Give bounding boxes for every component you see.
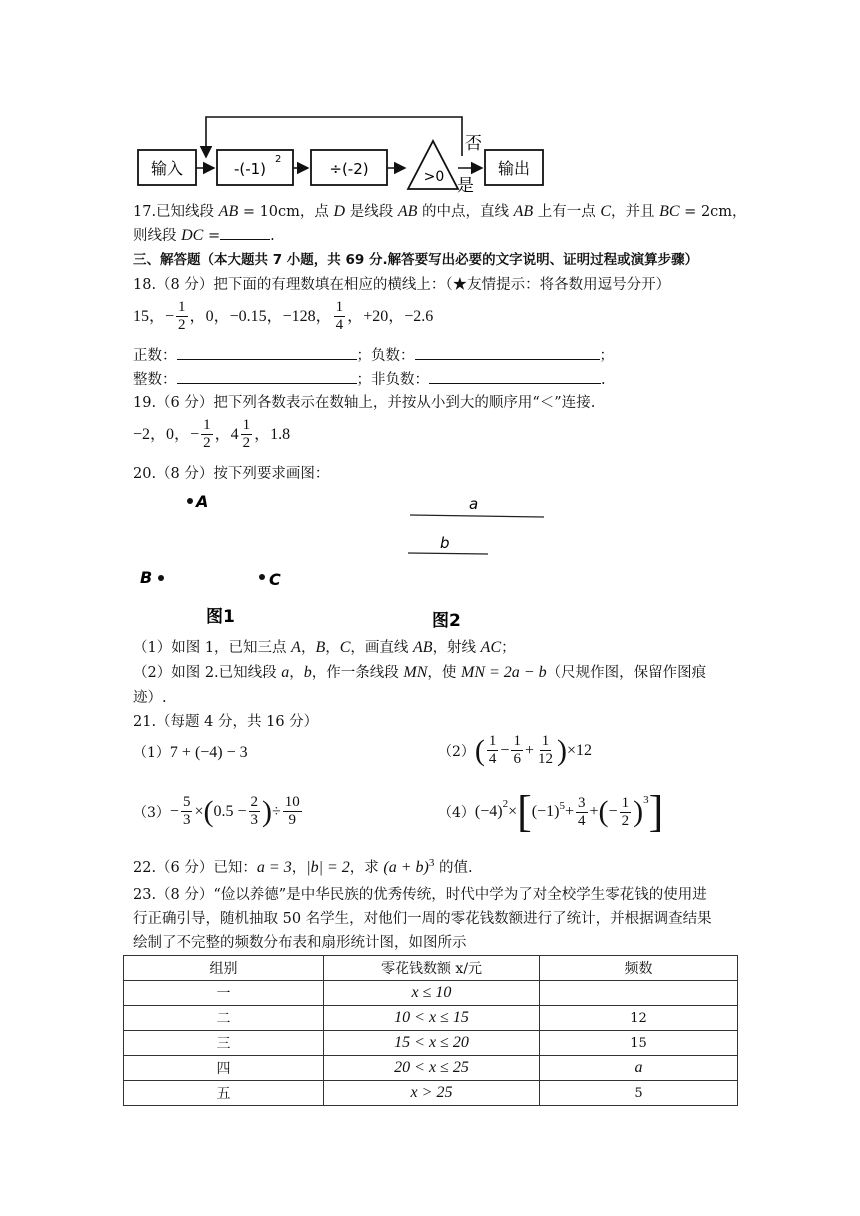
sep: ， — [289, 665, 304, 681]
q18-answer-row2 — [133, 368, 606, 389]
denominator: 4 — [578, 812, 586, 829]
flow-no-label: 否 — [465, 134, 482, 154]
sep: ， — [347, 306, 364, 325]
flow-output-label: 输出 — [497, 159, 531, 178]
answer-blank-integer[interactable] — [177, 369, 357, 384]
number: 1.8 — [270, 426, 291, 443]
q17-var: DC — [181, 227, 204, 244]
q18-numbers — [133, 298, 433, 335]
segment-b — [408, 553, 488, 554]
numerator: 3 — [578, 794, 586, 811]
denominator: 2 — [178, 317, 186, 333]
text: ； — [501, 640, 516, 656]
sep: ； — [599, 348, 614, 364]
flow-yes-label: 是 — [457, 176, 474, 196]
table-cell: x ≤ 10 — [324, 981, 540, 1006]
point-a-label: A — [196, 492, 209, 511]
table-header: 频数 — [540, 956, 738, 981]
denominator: 4 — [335, 317, 344, 333]
table-cell: x > 25 — [324, 1081, 540, 1106]
sep: ， — [291, 860, 307, 876]
number: −128 — [282, 308, 316, 325]
op: × — [508, 803, 518, 820]
numerator: 10 — [284, 794, 300, 810]
fraction — [511, 733, 523, 768]
sep: ； — [356, 372, 371, 388]
q21-stem: 21.（每题 4 分，共 16 分） — [133, 714, 319, 730]
label: （2） — [438, 743, 475, 760]
sep: ， — [325, 640, 340, 656]
denominator: 2 — [203, 435, 211, 451]
text: （2）如图 2.已知线段 — [133, 665, 282, 681]
fraction — [249, 794, 261, 829]
q17-text: . — [270, 228, 275, 244]
text: ，画直线 — [350, 640, 414, 656]
q20-figures — [130, 485, 560, 635]
bracket: [ — [517, 787, 532, 836]
q17-text: = 2cm， — [679, 204, 747, 220]
table-header: 组别 — [124, 956, 324, 981]
paren: ) — [633, 795, 644, 828]
table-cell: 四 — [124, 1056, 324, 1081]
numerator: 1 — [178, 299, 186, 315]
point-b-dot — [158, 575, 164, 581]
answer-blank-positive[interactable] — [177, 345, 357, 360]
figure-2-caption: 图2 — [432, 611, 461, 631]
flow-input-label: 输入 — [150, 159, 184, 178]
sep: ， — [315, 306, 332, 325]
expression: 0.5 − — [213, 802, 247, 820]
sep: ， — [266, 306, 283, 325]
q17-var: AB — [397, 203, 418, 220]
var: AB — [413, 639, 433, 656]
text: 的值. — [434, 860, 473, 876]
flow-step1-exp: 2 — [275, 154, 282, 165]
q17-text: ，并且 — [611, 204, 660, 220]
fraction — [181, 794, 193, 829]
flow-condition-label: >0 — [423, 169, 445, 185]
op: × — [194, 802, 204, 820]
table-header-row — [124, 956, 738, 981]
expression: (−1) — [531, 803, 560, 820]
q19-stem: 19.（6 分）把下列各数表示在数轴上，并按从小到大的顺序用“＜”连接. — [133, 395, 596, 411]
number: −2.6 — [404, 308, 434, 325]
table-cell[interactable] — [540, 981, 738, 1006]
number: −2 — [133, 426, 151, 443]
op: + — [589, 803, 599, 820]
text: ，射线 — [432, 640, 481, 656]
label: （1） — [133, 745, 170, 761]
table-row — [124, 981, 738, 1006]
expression: (−4) — [474, 803, 503, 820]
segment-b-label: b — [440, 534, 450, 552]
numerator: 1 — [513, 733, 521, 749]
numerator: 1 — [335, 299, 344, 315]
number: −0.15 — [229, 308, 267, 325]
flow-step1-label: -(-1) — [233, 160, 267, 178]
numerator: 2 — [250, 794, 259, 810]
sep: ， — [189, 306, 206, 325]
expression: 7 + (−4) − 3 — [169, 744, 248, 761]
table-cell: 10 < x ≤ 15 — [324, 1006, 540, 1031]
q21-expr-3 — [133, 794, 304, 829]
paren: ) — [262, 794, 273, 828]
minus-sign: − — [165, 308, 175, 325]
var: MN — [403, 664, 428, 681]
q17-text: 上有一点 — [533, 204, 601, 220]
expression: ×12 — [566, 741, 593, 759]
table-cell: 三 — [124, 1031, 324, 1056]
equation: MN = 2a − b — [461, 664, 547, 681]
denominator: 3 — [182, 812, 191, 828]
op: ÷ — [272, 802, 281, 820]
exponent: 2 — [502, 798, 509, 810]
text: 22.（6 分）已知： — [133, 860, 257, 876]
q17-var: C — [600, 203, 612, 220]
q17-text: 17.已知线段 — [133, 204, 219, 220]
sep: ， — [300, 640, 316, 656]
paren: ( — [598, 795, 609, 828]
q21-expr-1 — [133, 742, 248, 762]
fraction — [334, 299, 346, 334]
q22-line — [133, 856, 473, 877]
fraction — [176, 299, 188, 334]
var: A — [291, 639, 301, 656]
q18-answer-row1 — [133, 344, 614, 365]
fraction — [283, 794, 302, 829]
q20-part2-cont: 迹）. — [133, 690, 167, 706]
table-cell: 20 < x ≤ 25 — [324, 1056, 540, 1081]
sep: ， — [149, 306, 166, 325]
denominator: 9 — [288, 812, 297, 828]
expression: (a + b) — [383, 859, 429, 876]
sep: ， — [388, 306, 405, 325]
sep: ； — [356, 348, 371, 364]
label: （3） — [133, 804, 170, 821]
text: ，使 — [427, 665, 461, 681]
denominator: 2 — [621, 812, 630, 829]
answer-blank-nonnegative[interactable] — [429, 369, 601, 384]
table-cell: 15 < x ≤ 20 — [324, 1031, 540, 1056]
op: − — [500, 741, 510, 759]
op: − — [608, 803, 618, 820]
q17-text: = 10cm，点 — [238, 204, 334, 220]
q17-text: 是线段 — [345, 204, 398, 220]
table-cell: 五 — [124, 1081, 324, 1106]
q23-line3: 绘制了不完整的频数分布表和扇形统计图，如图所示 — [133, 935, 467, 951]
bracket: ] — [648, 787, 664, 836]
q19-numbers — [133, 416, 290, 453]
exponent: 3 — [643, 794, 649, 806]
number: +20 — [363, 308, 389, 325]
fraction — [620, 795, 632, 830]
op: + — [524, 741, 534, 759]
table-cell: 一 — [124, 981, 324, 1006]
q23-line2: 行正确引导，随机抽取 50 名学生，对他们一周的零花钱数额进行了统计，并根据调查结果 — [133, 911, 712, 927]
fraction — [536, 733, 555, 768]
table-cell: a — [540, 1056, 738, 1081]
q21-expr-2 — [438, 733, 592, 768]
condition: |b| = 2 — [306, 859, 350, 876]
section-3-heading: 三、解答题（本大题共 7 小题，共 69 分.解答要写出必要的文字说明、证明过程或演算步骤） — [133, 252, 699, 268]
numerator: 1 — [541, 733, 550, 749]
sep: ， — [150, 424, 167, 443]
q18-stem: 18.（8 分）把下面的有理数填在相应的横线上：（★友情提示：将各数用逗号分开） — [133, 277, 671, 293]
var: B — [315, 639, 326, 656]
minus-sign: − — [190, 426, 200, 443]
denominator: 4 — [488, 751, 497, 767]
mixed-whole: 4 — [230, 426, 239, 443]
op: + — [564, 803, 575, 820]
segment-a-label: a — [469, 495, 479, 513]
paren: ( — [474, 733, 485, 767]
q20-part2 — [133, 661, 706, 682]
point-a-dot — [187, 498, 193, 504]
flow-step2-label: ÷(-2) — [329, 160, 369, 178]
table-row — [124, 1081, 738, 1106]
number: 15 — [133, 308, 149, 325]
op: − — [169, 802, 179, 820]
exponent: 3 — [428, 857, 435, 870]
numerator: 5 — [182, 794, 191, 810]
label: （4） — [438, 805, 475, 821]
label-integer: 整数： — [133, 372, 177, 388]
q21-expr-4 — [438, 787, 664, 836]
q17-var: D — [333, 203, 346, 220]
segment-a — [410, 515, 544, 517]
table-cell: 15 — [540, 1031, 738, 1056]
text: ，作一条线段 — [311, 665, 404, 681]
denominator: 6 — [513, 751, 521, 767]
label-positive: 正数： — [133, 348, 177, 364]
q20-stem: 20.（8 分）按下列要求画图： — [133, 466, 330, 482]
fraction — [241, 417, 253, 452]
table-row — [124, 1031, 738, 1056]
table-cell: 5 — [540, 1081, 738, 1106]
table-cell: 12 — [540, 1006, 738, 1031]
q17-text: 则线段 — [133, 228, 182, 244]
denominator: 12 — [537, 751, 553, 767]
flowchart — [130, 105, 550, 197]
text: ，求 — [349, 860, 384, 876]
text: （尺规作图，保留作图痕 — [546, 665, 707, 681]
figure-1-caption: 图1 — [206, 607, 235, 627]
number: 0 — [205, 308, 214, 325]
denominator: 3 — [250, 812, 259, 828]
paren: ) — [556, 733, 567, 767]
var: b — [303, 664, 312, 681]
point-b-label: B — [140, 568, 153, 587]
label-nonnegative: 非负数： — [371, 372, 429, 388]
condition: a = 3 — [256, 859, 292, 876]
q17-var: AB — [513, 203, 534, 220]
table-header: 零花钱数额 x/元 — [324, 956, 540, 981]
numerator: 1 — [488, 733, 497, 749]
sep: ， — [214, 424, 231, 443]
q23-line1: 23.（8 分）“俭以养德”是中华民族的优秀传统，时代中学为了对全校学生零花钱的使用进 — [133, 887, 707, 903]
fraction — [201, 417, 213, 452]
q17-var: AB — [218, 203, 239, 220]
paren: ( — [203, 794, 214, 828]
text: （1）如图 1，已知三点 — [133, 640, 292, 656]
table-row — [124, 1006, 738, 1031]
exponent: 5 — [559, 800, 565, 812]
table-cell: 二 — [124, 1006, 324, 1031]
number: 0 — [166, 426, 175, 443]
sep: ， — [213, 306, 230, 325]
answer-blank-negative[interactable] — [415, 345, 600, 360]
q17-line2 — [133, 224, 275, 245]
q17-text: = — [203, 228, 221, 244]
sep: . — [601, 372, 606, 388]
sep: ， — [174, 424, 191, 443]
q20-part1 — [133, 636, 516, 657]
label-negative: 负数： — [371, 348, 415, 364]
point-c-dot — [259, 574, 265, 580]
answer-blank[interactable] — [220, 225, 270, 240]
frequency-table — [123, 955, 738, 1106]
var: AC — [480, 639, 502, 656]
point-c-label: C — [269, 570, 281, 589]
fraction — [487, 733, 499, 768]
denominator: 2 — [242, 435, 251, 451]
sep: ， — [254, 424, 271, 443]
q17-var: BC — [659, 203, 680, 220]
numerator: 1 — [203, 417, 211, 433]
q17-text: 的中点，直线 — [417, 204, 514, 220]
numerator: 1 — [621, 794, 630, 811]
fraction — [576, 795, 588, 830]
var: C — [339, 639, 351, 656]
var: a — [281, 664, 290, 681]
table-row — [124, 1056, 738, 1081]
q17-line1 — [133, 200, 747, 221]
numerator: 1 — [242, 417, 251, 433]
